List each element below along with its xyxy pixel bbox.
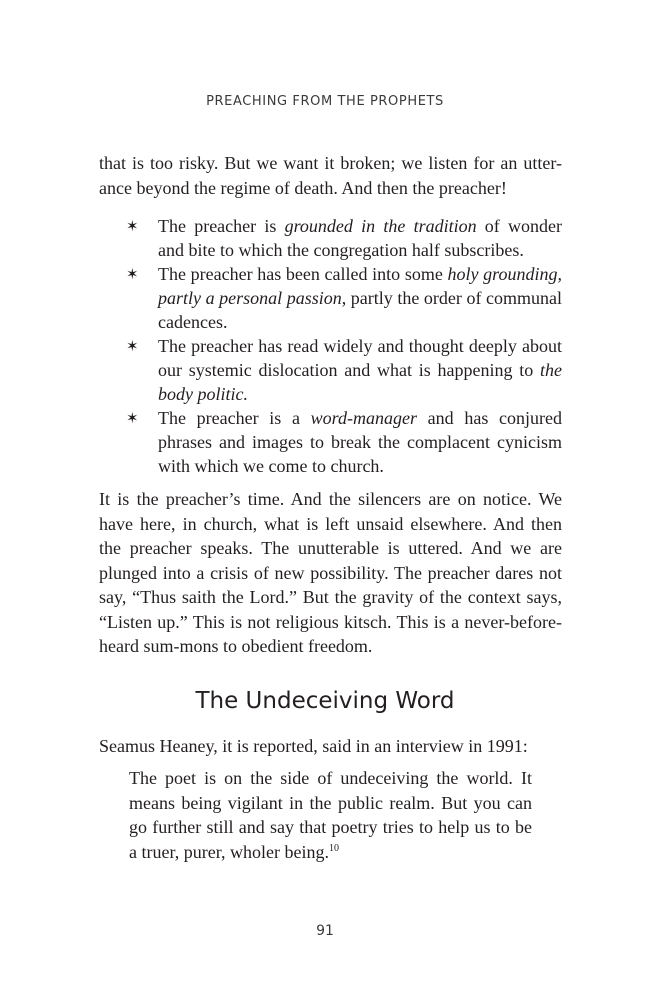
bullet-text-italic: grounded in the tradition [284, 216, 477, 236]
bullet-text-after: of wonder and bite to which the congregation half subscribes. [158, 216, 562, 260]
body-paragraph: It is the preacher’s time. And the silencers are on notice. We have here, in church, what is left unsaid elsewhere. And then the preacher speaks. The unutterable is uttered. And we are plunged into a crisis of new possibility. The preacher dares not say, “Thus saith the Lord.” But the gravity of the context says, “Listen up.” This is not religious kitsch. This is a never-before-heard sum-mons to obedient freedom. [99, 489, 562, 656]
bullet-text-italic: word-manager [310, 408, 417, 428]
star-bullet-icon: ✶ [126, 265, 139, 283]
running-head: PREACHING FROM THE PROPHETS [206, 94, 444, 109]
footnote-reference[interactable]: 10 [328, 842, 339, 854]
star-bullet-icon: ✶ [126, 409, 139, 427]
bullet-text-after: , partly the order of communal cadences. [158, 288, 562, 332]
block-quote-text: The poet is on the side of undeceiving the world. It means being vigilant in the public realm. But you can go further still and say that poetry tries to help us to be a truer, purer, wholer being. [129, 768, 532, 862]
bullet-text-before: The preacher has been called into some [158, 264, 448, 284]
page-number: 91 [316, 923, 334, 939]
bullet-text-italic: the body politic. [158, 360, 562, 404]
body-paragraph: that is too risky. But we want it broken; we listen for an utter-ance beyond the regime of death. And then the preacher! [99, 153, 562, 198]
bullet-item [99, 406, 562, 478]
bullet-item [99, 214, 562, 262]
block-quote [129, 766, 532, 864]
bullet-item [99, 334, 562, 406]
star-bullet-icon: ✶ [126, 337, 139, 355]
bullet-text-after: and has conjured phrases and images to break the complacent cynicism with which we come to church. [158, 408, 562, 476]
body-paragraph: Seamus Heaney, it is reported, said in an interview in 1991: [99, 736, 528, 756]
section-heading: The Undeceiving Word [195, 688, 455, 714]
bullet-item [99, 262, 562, 334]
bullet-text-before: The preacher is [158, 216, 285, 236]
bullet-text-before: The preacher has read widely and thought deeply about our systemic dislocation and what is happening to [158, 336, 562, 380]
bullet-text-italic: holy grounding, partly a personal passion [158, 264, 563, 308]
star-bullet-icon: ✶ [126, 217, 139, 235]
bullet-text-before: The preacher is a [158, 408, 311, 428]
bullet-list [99, 214, 562, 478]
